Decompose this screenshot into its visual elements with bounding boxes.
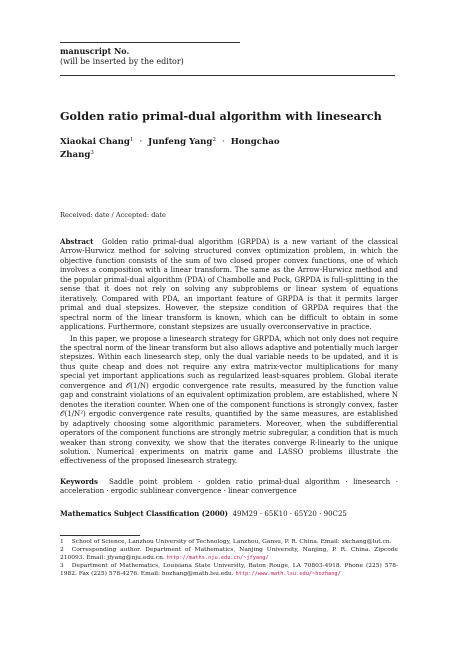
msc-classification xyxy=(60,509,398,518)
author-name: Xiaokai Chang xyxy=(60,137,130,147)
footnote-number: 2 xyxy=(60,547,64,554)
manuscript-header xyxy=(60,42,240,67)
author-separator: · xyxy=(139,137,143,147)
footnote-rule xyxy=(60,535,140,536)
footnote-number: 1 xyxy=(60,539,64,545)
manuscript-number-label: manuscript No. xyxy=(60,46,130,56)
keywords xyxy=(60,477,398,496)
author-name-last: Zhang xyxy=(60,150,91,160)
manuscript-editor-note: (will be inserted by the editor) xyxy=(60,56,184,66)
author-affiliation-mark: 2 xyxy=(212,137,216,143)
abstract-label: Abstract xyxy=(60,237,94,246)
msc-codes: 49M29 · 65K10 · 65Y20 · 90C25 xyxy=(232,509,347,518)
author-separator: · xyxy=(221,137,225,147)
homepage-link[interactable]: http://maths.nju.edu.cn/~jfyang/ xyxy=(166,555,269,562)
footnote-1 xyxy=(60,538,398,546)
footnote-text: Corresponding author. Department of Mathematics, Nanjing University, Nanjing, P. R. China. Zipcode 210093. Email: jfyang@nju.edu.cn. xyxy=(60,547,398,562)
received-date: Received: date / Accepted: date xyxy=(60,211,166,219)
footnote-text: Department of Mathematics, Louisiana State University, Baton Rouge, LA 70803-4918. Phone (225) 578-1982. Fax (225) 578-4276. Email: hozhang@math.lsu.edu. xyxy=(60,563,398,578)
abstract-text-1: Golden ratio primal-dual algorithm (GRPDA) is a new variant of the classical Arrow-Hurwicz method for solving structured convex optimization problem, in which the objective function consists of the sum of two closed proper convex functions, one of which involves a composition with a linear transform. The same as the Arrow-Hurwicz method and the popular primal-dual algorithm (PDA) of Chambolle and Pock, GRPDA is full-splitting in the sense that it does not rely on solving any subproblems or linear system of equations iteratively. Compared with PDA, an important feature of GRPDA is that it permits larger primal and dual stepsizes. However, the stepsize condition of GRPDA requires that the spectral norm of the linear transform is known, which can be difficult to obtain in some applications. Furthermore, constant stepsizes are usually overconservative in practice. xyxy=(60,237,398,332)
author-name-first: Hongchao xyxy=(230,137,280,147)
keywords-text: Saddle point problem · golden ratio primal-dual algorithm · linesearch · acceleration · ergodic sublinear convergence · linear convergence xyxy=(60,477,398,496)
footnote-2 xyxy=(60,546,398,562)
author-affiliation-mark: 3 xyxy=(90,150,94,156)
abstract-text-2: In this paper, we propose a linesearch strategy for GRPDA, which not only does not require the spectral norm of the linear transform but also allows adaptive and potentially much larger stepsizes. Within each linesearch step, only the dual variable needs to be updated, and it is thus quite cheap and does not require any extra matrix-vector multiplications for many special yet important applications such as regularized least-squares problem. Global iterate convergence and 𝒪(1/N) ergodic convergence rate results, measured by the function value gap and constraint violations of an equivalent optimization problem, are established, where N denotes the iteration counter. When one of the component functions is strongly convex, faster 𝒪(1/N²) ergodic convergence rate results, quantified by the same measures, are established by adaptively choosing some algorithmic parameters. Moreover, when the subdifferential operators of the component functions are strongly metric subregular, a condition that is much weaker than strong convexity, we show that the iterates converge R-linearly to the unique solution. Numerical experiments on matrix game and LASSO problems illustrate the effectiveness of the proposed linesearch strategy. xyxy=(60,333,398,466)
msc-label: Mathematics Subject Classification (2000) xyxy=(60,509,229,518)
footnotes xyxy=(60,538,398,578)
footnote-3 xyxy=(60,562,398,578)
footnote-number: 3 xyxy=(60,563,64,570)
author-affiliation-mark: 1 xyxy=(129,137,134,143)
paper-title: Golden ratio primal-dual algorithm with linesearch xyxy=(60,109,382,123)
abstract xyxy=(60,237,398,466)
abstract-paragraph-2 xyxy=(60,334,398,466)
author-list xyxy=(60,135,300,161)
footnote-text: School of Science, Lanzhou University of Technology, Lanzhou, Gansu, P. R. China. Email: xkchang@lut.cn. xyxy=(71,539,392,545)
author-name: Junfeng Yang xyxy=(148,137,213,147)
keywords-label: Keywords xyxy=(60,477,98,486)
homepage-link[interactable]: http://www.math.lsu.edu/~hozhang/ xyxy=(235,571,341,578)
abstract-paragraph-1 xyxy=(60,237,398,332)
header-rule xyxy=(60,75,395,76)
